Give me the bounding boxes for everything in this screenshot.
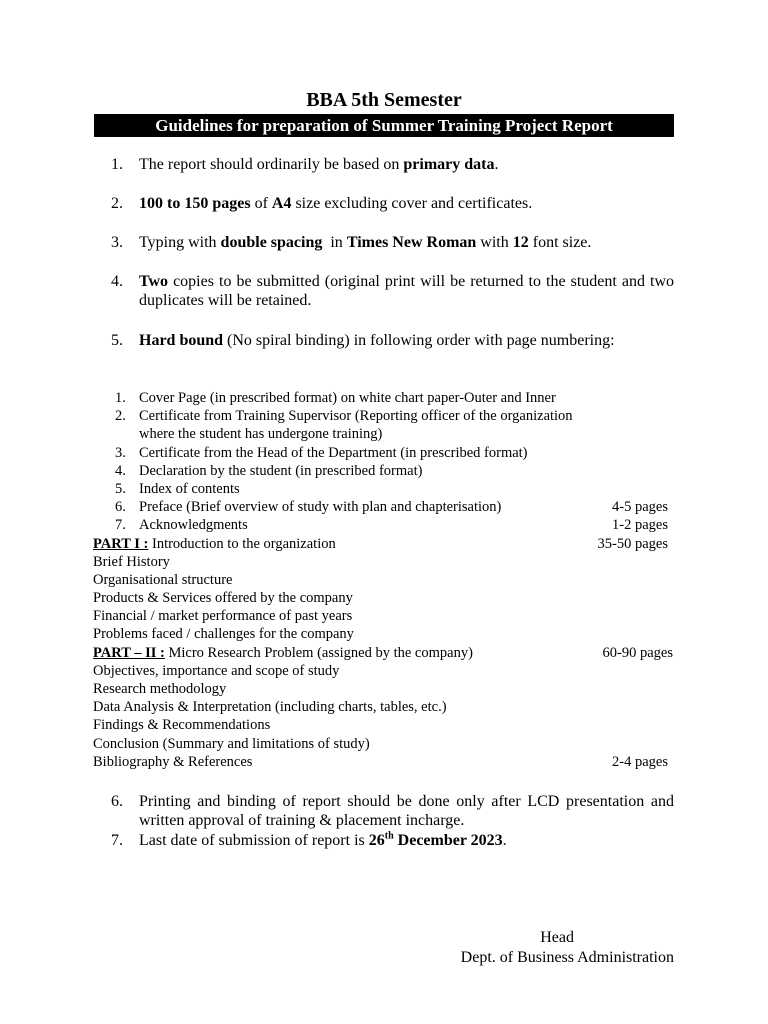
list-item: Products & Services offered by the company	[93, 590, 353, 607]
item-number: 2.	[111, 195, 123, 212]
list-item: Problems faced / challenges for the company	[93, 626, 354, 643]
list-item: Financial / market performance of past years	[93, 608, 353, 625]
list-item: Conclusion (Summary and limitations of study)	[93, 735, 370, 752]
part-2-heading	[93, 644, 683, 662]
list-item: where the student has undergone training)	[139, 426, 383, 443]
list-item: Data Analysis & Interpretation (including charts, tables, etc.)	[93, 699, 447, 716]
list-item: 1. Cover Page (in prescribed format) on white chart paper-Outer and Inner	[115, 390, 556, 406]
part-2-label: PART – II :	[93, 644, 165, 661]
part-1-label: PART I :	[93, 535, 149, 552]
item-number: 3.	[111, 234, 123, 251]
guidelines-banner: Guidelines for preparation of Summer Training Project Report	[94, 114, 674, 137]
signature-title: Head	[540, 929, 574, 946]
item-number: 1.	[111, 156, 123, 173]
item-text: Typing with double spacing in Times New Roman with 12 font size.	[139, 234, 592, 251]
page-title: BBA 5th Semester	[306, 89, 462, 111]
item-number: 5.	[111, 332, 123, 349]
list-item: Organisational structure	[93, 571, 233, 588]
item-text: Hard bound (No spiral binding) in following order with page numbering:	[139, 332, 615, 349]
list-item: 7. Acknowledgments 1-2 pages	[115, 517, 668, 534]
list-item: 3. Certificate from the Head of the Department (in prescribed format)	[115, 444, 528, 461]
page-count: 60-90 pages	[602, 644, 673, 661]
part-2-title: Micro Research Problem (assigned by the company)	[164, 644, 473, 661]
item-number: 4.	[111, 273, 123, 290]
list-item: Research methodology	[93, 681, 227, 697]
bibliography-row: Bibliography & References 2-4 pages	[93, 753, 668, 770]
item-text: Two copies to be submitted (original print will be returned to the student and two duplicates will be retained.	[139, 273, 674, 309]
list-item: 5. Index of contents	[115, 480, 240, 497]
item-text: The report should ordinarily be based on primary data.	[139, 156, 499, 173]
signature-department: Dept. of Business Administration	[460, 949, 674, 966]
page-count: 2-4 pages	[612, 753, 668, 770]
item-text: 100 to 150 pages of A4 size excluding cover and certificates.	[139, 195, 533, 212]
item-number: 7.	[111, 832, 123, 849]
part-1-heading	[93, 535, 683, 553]
report-structure-list	[93, 389, 683, 771]
item-number: 6.	[111, 793, 123, 810]
item-text: Last date of submission of report is 26th December 2023.	[139, 830, 507, 849]
list-item: Objectives, importance and scope of study	[93, 662, 340, 679]
part-1-title: Introduction to the organization	[148, 535, 336, 552]
list-item: Findings & Recommendations	[93, 717, 271, 734]
list-item: 2. Certificate from Training Supervisor (Reporting officer of the organization	[115, 408, 573, 425]
item-text: Printing and binding of report should be done only after LCD presentation and written approval of training & placement incharge.	[139, 793, 674, 829]
page-count: 4-5 pages	[612, 499, 668, 516]
list-item: Brief History	[93, 553, 170, 570]
list-item: 4. Declaration by the student (in prescribed format)	[115, 462, 423, 479]
page-count: 35-50 pages	[597, 535, 668, 552]
page-count: 1-2 pages	[612, 517, 668, 534]
list-item: 6. Preface (Brief overview of study with plan and chapterisation) 4-5 pages	[115, 499, 668, 516]
